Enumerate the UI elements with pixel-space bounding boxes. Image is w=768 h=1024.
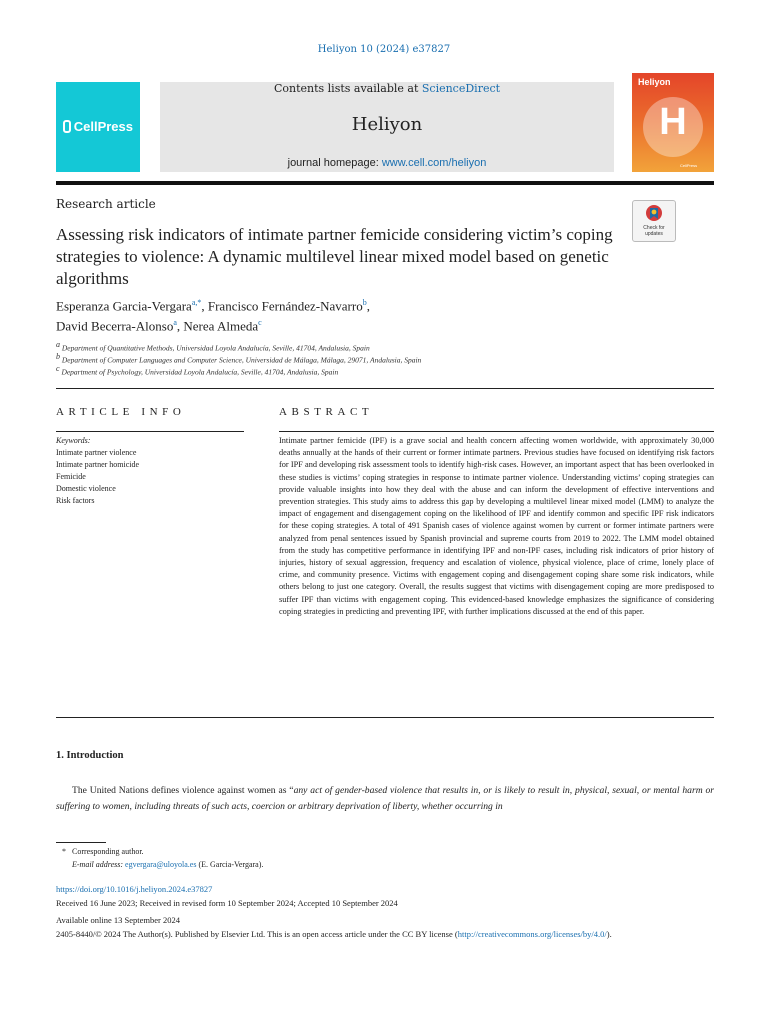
affiliation-mark: a [56, 340, 60, 349]
author-name[interactable]: Nerea Almeda [183, 318, 259, 334]
cellpress-logo-mark [63, 118, 133, 135]
author-separator: , [176, 318, 184, 334]
keyword: Domestic violence [56, 484, 116, 493]
section-heading-introduction: 1. Introduction [56, 750, 124, 761]
check-for-updates-button[interactable] [632, 200, 676, 242]
received-dates: Received 16 June 2023; Received in revised form 10 September 2024; Accepted 10 September 2024 [56, 898, 398, 908]
homepage-prefix: journal homepage: [287, 157, 382, 169]
section-divider [56, 717, 714, 718]
intro-text-quote: any act of gender-based violence that results in, or is likely to result in, physical, sexual, or mental harm or suffering to women, including threats of such acts, coercion or arbitrary deprivation of liberty, whether occurring in [56, 785, 714, 812]
available-online-date: Available online 13 September 2024 [56, 915, 181, 925]
cellpress-logo[interactable] [56, 82, 140, 172]
license-statement [56, 928, 714, 941]
author-affiliation-mark[interactable]: c [258, 318, 262, 327]
author-name[interactable]: David Becerra-Alonso [56, 318, 174, 334]
author-affiliation-mark[interactable]: b [362, 298, 367, 307]
abstract-divider [279, 431, 714, 432]
journal-title: Heliyon [351, 114, 423, 135]
author-name[interactable]: Esperanza Garcia-Vergara [56, 298, 192, 314]
cover-letter: H [659, 101, 687, 143]
article-title: Assessing risk indicators of intimate partner femicide considering victim’s coping strategies to violence: A dynamic multilevel linear mixed model based on genetic algorithms [56, 225, 613, 288]
introduction-paragraph [56, 783, 714, 815]
keyword: Intimate partner violence [56, 448, 137, 457]
keywords-label: Keywords: [56, 436, 91, 445]
section-divider [56, 388, 714, 389]
article-info-divider [56, 431, 244, 432]
license-text: 2405-8440/© 2024 The Author(s). Published by Elsevier Ltd. This is an open access article under the CC BY license ( [56, 929, 458, 939]
author-separator: , [201, 298, 208, 314]
license-link[interactable]: http://creativecommons.org/licenses/by/4.0/ [457, 929, 607, 939]
header-divider [56, 181, 714, 185]
cover-title: Heliyon [638, 77, 671, 87]
affiliation-mark: b [56, 352, 60, 361]
publisher-name: CellPress [73, 119, 133, 134]
keyword: Femicide [56, 472, 86, 481]
author-affiliation-mark[interactable]: a,* [191, 298, 202, 307]
license-suffix: ). [606, 929, 612, 939]
affiliation-text: Department of Quantitative Methods, Universidad Loyola Andalucía, Seville, 41704, Andalusia, Spain [61, 343, 370, 353]
contents-prefix: Contents lists available at [273, 82, 422, 95]
crossmark-label [633, 225, 675, 237]
author-name[interactable]: Francisco Fernández-Navarro [207, 298, 363, 314]
journal-cover-image[interactable] [632, 73, 714, 172]
affiliation [56, 340, 370, 353]
abstract-body: Intimate partner femicide (IPF) is a grave social and health concern affecting women worldwide, with approximately 30,000 deaths annually at the hands of their current or former intimate partners. Previous studies have focused on identifying risk factors for IPF and developing risk assessment tools to identify high-risk cases. However, an important aspect that has been overlooked in these studies is victims’ coping strategies in response to intimate partner violence. Understanding victims’ coping strategies can provide valuable insights into how they deal with the abuse and can inform the development of effective interventions and prevention strategies. This study aims to address this gap by developing a multilevel linear mixed model (LMM) to analyze the impact of engagement and disengagement coping on the likelihood of IPF and identify common and specific IPF risk indicators for these coping strategies. A total of 491 Spanish cases of violence against women by current or former intimate partners were analyzed from penal sentences issued by Spanish provincial and supreme courts from 2019 to 2022. The LMM model obtained from the study has competitive performance in identifying IPF and non-IPF cases, including risk indicators of prior history of injuries, history of sexual aggression, frequency and escalation of violence, physical violence, place of crime, lonely place of crime, and community presence. Victims with engagement coping and disengagement coping share some risk indicators, while others belong to just one category. Overall, the results suggest that victims with disengagement coping are more predisposed to suffer IPF than victims with engagement coping. This evidenced-based knowledge emphasizes the significance of considering coping strategies in predicting and preventing IPF, with further implications discussed at the end of this paper. [279, 436, 714, 616]
affiliation-text: Department of Psychology, Universidad Loyola Andalucía, Seville, 41704, Andalusia, Spain [61, 367, 339, 377]
journal-masthead [160, 82, 614, 172]
keyword: Intimate partner homicide [56, 460, 140, 469]
author-affiliation-mark[interactable]: a [173, 318, 177, 327]
cellpress-icon [63, 120, 71, 133]
email-label: E-mail address: [72, 860, 124, 869]
author-separator: , [366, 298, 370, 314]
article-type: Research article [56, 197, 156, 211]
homepage-link[interactable]: www.cell.com/heliyon [381, 157, 487, 169]
email-link[interactable]: egvergara@uloyola.es [125, 860, 197, 869]
footnote-divider [56, 842, 106, 843]
crossmark-icon [645, 204, 663, 224]
doi-link[interactable]: https://doi.org/10.1016/j.heliyon.2024.e37827 [56, 884, 213, 894]
affiliation [56, 364, 338, 377]
affiliation-text: Department of Computer Languages and Computer Science, Universidad de Málaga, Málaga, 29071, Andalusia, Spain [61, 355, 422, 365]
email-suffix: (E. Garcia-Vergara). [198, 860, 264, 869]
homepage-line [160, 157, 614, 169]
journal-reference[interactable]: Heliyon 10 (2024) e37827 [317, 44, 451, 55]
affiliation [56, 352, 421, 365]
corresponding-author-note [62, 847, 144, 856]
crossmark-label-line2: updates [645, 231, 663, 237]
footnote-text: Corresponding author. [72, 847, 144, 856]
crossmark-label-line1: Check for [643, 225, 665, 231]
authors-line [56, 298, 370, 314]
cover-footer: CellPress [680, 163, 698, 168]
footnote-mark: * [62, 847, 66, 856]
sciencedirect-link[interactable]: ScienceDirect [421, 82, 501, 95]
email-note [72, 860, 263, 869]
abstract-heading: ABSTRACT [279, 406, 374, 418]
authors-line [56, 318, 262, 334]
affiliation-mark: c [56, 364, 60, 373]
intro-text-plain: The United Nations defines violence against women as “ [72, 785, 294, 796]
contents-line [160, 82, 614, 95]
keyword: Risk factors [56, 496, 95, 505]
article-info-heading: ARTICLE INFO [56, 406, 186, 418]
